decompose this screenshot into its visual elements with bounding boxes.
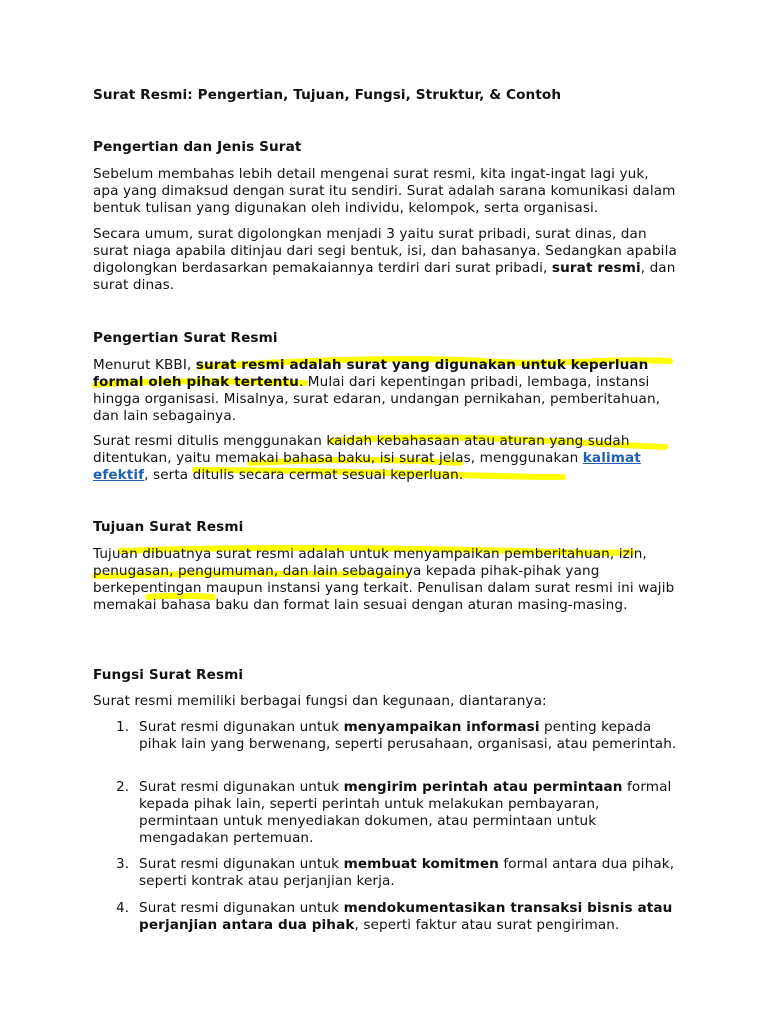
paragraph-text: Surat resmi ditulis menggunakan kaidah kebahasaan atau aturan yang sudah ditentukan, yaitu memakai bahasa baku, isi surat jelas, menggunakan bbox=[93, 433, 630, 466]
list-number: 3. bbox=[116, 856, 130, 872]
list-number: 2. bbox=[116, 779, 130, 795]
bold-definition: surat resmi adalah surat yang digunakan untuk keperluan formal oleh pihak tertentu bbox=[93, 357, 649, 390]
link-kalimat-efektif[interactable]: kalimat efektif bbox=[93, 450, 641, 483]
list-text: Surat resmi digunakan untuk bbox=[139, 900, 344, 916]
heading-tujuan: Tujuan Surat Resmi bbox=[93, 519, 244, 535]
heading-pengertian-surat-resmi: Pengertian Surat Resmi bbox=[93, 330, 278, 346]
list-text: penting kepada pihak lain yang berwenang, seperti perusahaan, organisasi, atau pemerintah. bbox=[139, 719, 677, 752]
list-text: formal antara dua pihak, seperti kontrak atau perjanjian kerja. bbox=[139, 856, 675, 889]
bold-term: mengirim perintah atau permintaan bbox=[343, 779, 623, 795]
list-item-text bbox=[139, 856, 679, 890]
paragraph-fungsi-intro: Surat resmi memiliki berbagai fungsi dan kegunaan, diantaranya: bbox=[93, 693, 547, 709]
list-item bbox=[93, 856, 683, 890]
list-number: 4. bbox=[116, 900, 130, 916]
paragraph-jenis-surat bbox=[93, 226, 678, 294]
heading-pengertian-jenis: Pengertian dan Jenis Surat bbox=[93, 139, 302, 155]
list-text: Surat resmi digunakan untuk bbox=[139, 779, 344, 795]
list-item-text bbox=[139, 719, 679, 753]
paragraph-pengertian-surat: Sebelum membahas lebih detail mengenai surat resmi, kita ingat-ingat lagi yuk, apa yang dimaksud dengan surat itu sendiri. Surat adalah sarana komunikasi dalam bentuk tulisan yang digunakan oleh individu, kelompok, serta organisasi. bbox=[93, 166, 676, 216]
list-text: Surat resmi digunakan untuk bbox=[139, 856, 344, 872]
list-number: 1. bbox=[116, 719, 130, 735]
paragraph-text: Menurut KBBI, bbox=[93, 357, 196, 373]
paragraph-text: , dan surat dinas. bbox=[93, 260, 676, 293]
paragraph-text: , serta ditulis secara cermat sesuai keperluan. bbox=[144, 467, 464, 483]
bold-term: membuat komitmen bbox=[343, 856, 499, 872]
bold-term: mendokumentasikan transaksi bisnis atau perjanjian antara dua pihak bbox=[139, 900, 673, 933]
paragraph-text: Secara umum, surat digolongkan menjadi 3 yaitu surat pribadi, surat dinas, dan surat niaga apabila ditinjau dari segi bentuk, isi, dan bahasanya. Sedangkan apabila digolongkan berdasarkan pemakaiannya terdiri dari surat pribadi, bbox=[93, 226, 677, 276]
heading-fungsi: Fungsi Surat Resmi bbox=[93, 667, 244, 683]
paragraph-kaidah bbox=[93, 433, 678, 484]
list-text: formal kepada pihak lain, seperti perintah untuk melakukan pembayaran, permintaan untuk menyediakan dokumen, atau permintaan untuk mengadakan pertemuan. bbox=[139, 779, 672, 846]
bold-term: surat resmi bbox=[551, 260, 641, 276]
list-text: Surat resmi digunakan untuk bbox=[139, 719, 344, 735]
list-item-text bbox=[139, 900, 679, 934]
list-item bbox=[93, 719, 683, 753]
paragraph-text: . Mulai dari kepentingan pribadi, lembaga, instansi hingga organisasi. Misalnya, surat edaran, undangan pernikahan, pemberitahuan, dan lain sebagainya. bbox=[93, 374, 661, 424]
paragraph-tujuan: Tujuan dibuatnya surat resmi adalah untuk menyampaikan pemberitahuan, izin, penugasan, pengumuman, dan lain sebagainya kepada pihak-pihak yang berkepentingan maupun instansi yang terkait. Penulisan dalam surat resmi ini wajib memakai bahasa baku dan format lain sesuai dengan aturan masing-masing. bbox=[93, 546, 675, 613]
list-item bbox=[93, 900, 683, 934]
document-title: Surat Resmi: Pengertian, Tujuan, Fungsi, Struktur, & Contoh bbox=[93, 87, 562, 103]
bold-term: menyampaikan informasi bbox=[343, 719, 540, 735]
paragraph-kbbi bbox=[93, 357, 678, 425]
list-text: , seperti faktur atau surat pengiriman. bbox=[354, 917, 620, 933]
list-item-text bbox=[139, 779, 679, 847]
list-item bbox=[93, 779, 683, 847]
